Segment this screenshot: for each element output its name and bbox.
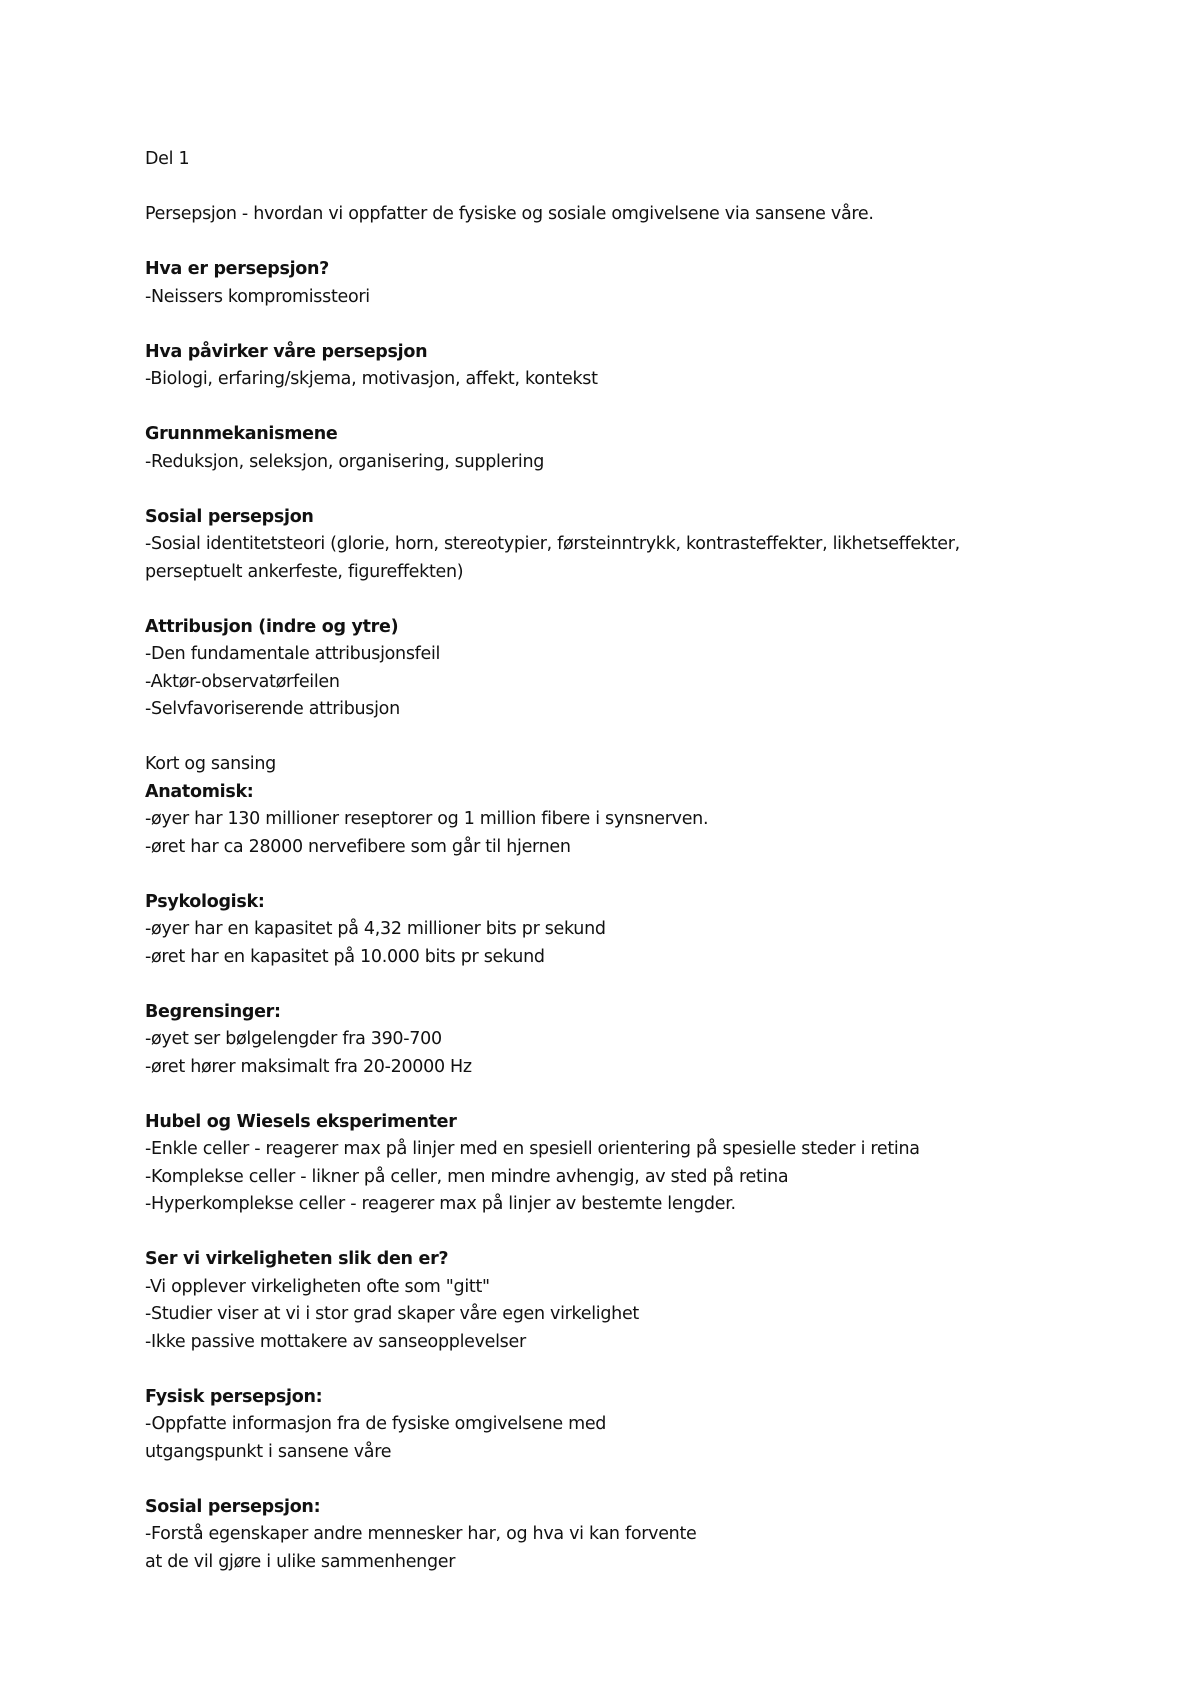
document-content: [145, 146, 1065, 1576]
section-hva-pavirker: [145, 339, 1065, 394]
section-line: -Biologi, erfaring/skjema, motivasjon, affekt, kontekst: [145, 369, 598, 389]
spacer: [145, 586, 1065, 614]
section-line: -øyet ser bølgelengder fra 390-700: [145, 1029, 442, 1049]
section-grunnmekanismene: [145, 421, 1065, 476]
section-attribusjon: [145, 614, 1065, 724]
section-line: -øret har en kapasitet på 10.000 bits pr sekund: [145, 946, 545, 967]
section-hubel-wiesel: [145, 1109, 1065, 1219]
section-line: -Komplekse celler - likner på celler, men mindre avhengig, av sted på retina: [145, 1166, 789, 1187]
section-heading: Hva er persepsjon?: [145, 259, 330, 279]
section-line: -øyer har 130 millioner reseptorer og 1 million fibere i synsnerven.: [145, 809, 709, 829]
section-heading: Sosial persepsjon: [145, 506, 314, 527]
spacer: [145, 971, 1065, 999]
section-heading: Begrensinger:: [145, 1001, 281, 1022]
section-line: -Aktør-observatørfeilen: [145, 671, 340, 692]
section-anatomisk: [145, 779, 1065, 862]
section-heading: Fysisk persepsjon:: [145, 1386, 323, 1407]
spacer: [145, 229, 1065, 257]
section-line: -øret hører maksimalt fra 20-20000 Hz: [145, 1056, 472, 1077]
section-line: at de vil gjøre i ulike sammenhenger: [145, 1551, 456, 1572]
section-line: -Den fundamentale attribusjonsfeil: [145, 644, 441, 664]
section-ser-vi-virkeligheten: [145, 1246, 1065, 1356]
section-line: -Sosial identitetsteori (glorie, horn, stereotypier, førsteinntrykk, kontrasteffekter, likhetseffekter,: [145, 534, 960, 554]
section-heading: Sosial persepsjon:: [145, 1496, 321, 1517]
subheading-kort-og-sansing: Kort og sansing: [145, 754, 276, 774]
section-sosial-persepsjon: [145, 504, 1065, 587]
section-psykologisk: [145, 889, 1065, 972]
section-line: -Ikke passive mottakere av sanseopplevelser: [145, 1331, 526, 1352]
section-heading: Hva påvirker våre persepsjon: [145, 341, 428, 362]
section-sosial-persepsjon-2: [145, 1494, 1065, 1577]
spacer: [145, 861, 1065, 889]
spacer: [145, 1081, 1065, 1109]
section-line: -Neissers kompromissteori: [145, 286, 370, 307]
section-line: utgangspunkt i sansene våre: [145, 1441, 392, 1462]
section-line: -Vi opplever virkeligheten ofte som "gitt": [145, 1276, 490, 1297]
section-hva-er-persepsjon: [145, 256, 1065, 311]
section-heading: Grunnmekanismene: [145, 424, 338, 444]
section-line: -øyer har en kapasitet på 4,32 millioner bits pr sekund: [145, 919, 606, 939]
section-heading: Ser vi virkeligheten slik den er?: [145, 1249, 449, 1269]
section-fysisk-persepsjon: [145, 1384, 1065, 1467]
spacer: [145, 1219, 1065, 1247]
section-line: -Hyperkomplekse celler - reagerer max på linjer av bestemte lengder.: [145, 1194, 736, 1214]
section-line: perseptuelt ankerfeste, figureffekten): [145, 561, 464, 582]
section-heading: Attribusjon (indre og ytre): [145, 616, 399, 637]
spacer: [145, 394, 1065, 422]
section-line: -Forstå egenskaper andre mennesker har, og hva vi kan forvente: [145, 1524, 697, 1544]
spacer: [145, 1466, 1065, 1494]
spacer: [145, 476, 1065, 504]
spacer: [145, 311, 1065, 339]
section-heading: Anatomisk:: [145, 781, 254, 802]
section-begrensinger: [145, 999, 1065, 1082]
spacer: [145, 174, 1065, 202]
section-heading: Psykologisk:: [145, 891, 265, 912]
section-line: -øret har ca 28000 nervefibere som går til hjernen: [145, 836, 571, 857]
spacer: [145, 1356, 1065, 1384]
spacer: [145, 724, 1065, 752]
section-line: -Studier viser at vi i stor grad skaper våre egen virkelighet: [145, 1304, 639, 1324]
section-line: -Reduksjon, seleksjon, organisering, supplering: [145, 451, 545, 472]
section-line: -Oppfatte informasjon fra de fysiske omgivelsene med: [145, 1414, 607, 1434]
intro-text: Persepsjon - hvordan vi oppfatter de fysiske og sosiale omgivelsene via sansene våre.: [145, 204, 874, 224]
section-line: -Selvfavoriserende attribusjon: [145, 699, 400, 719]
section-heading: Hubel og Wiesels eksperimenter: [145, 1111, 457, 1132]
document-title: Del 1: [145, 149, 190, 169]
section-line: -Enkle celler - reagerer max på linjer med en spesiell orientering på spesielle steder i retina: [145, 1139, 920, 1159]
